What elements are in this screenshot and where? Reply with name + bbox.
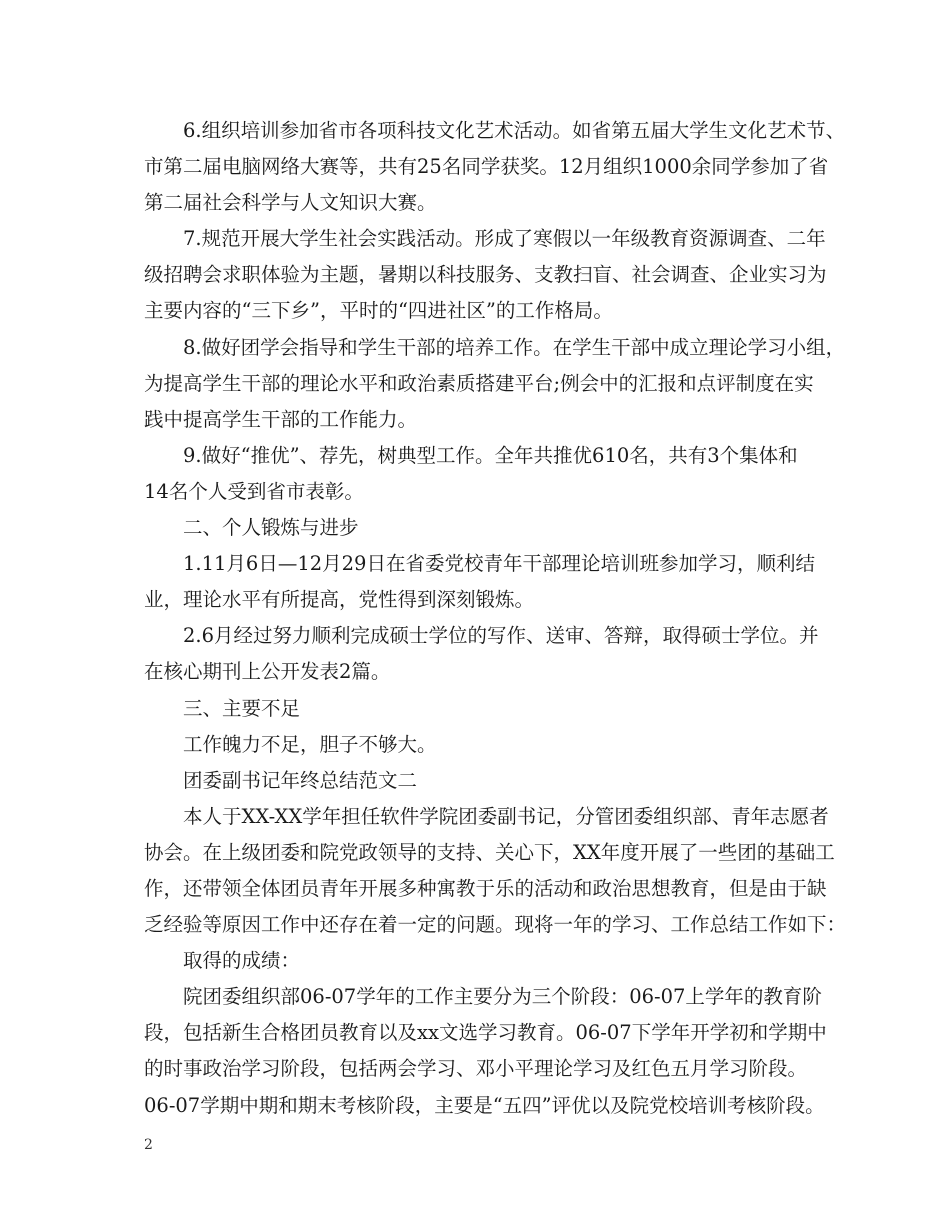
text-line: 14名个人受到省市表彰。 (144, 479, 364, 503)
page-number: 2 (144, 1137, 153, 1153)
paragraph-shortcomings (144, 727, 809, 763)
paragraph-item-9 (144, 438, 809, 510)
text-line: 业，理论水平有所提高，党性得到深刻锻炼。 (144, 588, 535, 612)
section-heading-personal-progress (144, 510, 809, 546)
text-line: 7.规范开展大学生社会实践活动。形成了寒假以一年级教育资源调查、二年 (183, 227, 826, 251)
text-line: 的时事政治学习阶段，包括两会学习、邓小平理论学习及红色五月学习阶段。 (144, 1057, 808, 1081)
section-heading-achievements (144, 943, 809, 979)
paragraph-item-8 (144, 330, 846, 438)
text-line: 1.11月6日—12月29日在省委党校青年干部理论培训班参加学习，顺利结 (183, 552, 815, 576)
text-line: 工作魄力不足，胆子不够大。 (183, 732, 437, 756)
text-line: 6.组织培训参加省市各项科技文化艺术活动。如省第五届大学生文化艺术节、 (183, 119, 846, 142)
text-line: 团委副书记年终总结范文二 (183, 768, 418, 792)
text-line: 二、个人锻炼与进步 (183, 516, 359, 540)
text-line: 为提高学生干部的理论水平和政治素质搭建平台;例会中的汇报和点评制度在实 (144, 371, 814, 395)
paragraph-item-7 (144, 221, 827, 329)
paragraph-progress-2 (144, 618, 819, 690)
text-line: 06-07学期中期和期末考核阶段，主要是“五四”评优以及院党校培训考核阶段。 (144, 1093, 825, 1117)
text-line: 2.6月经过努力顺利完成硕士学位的写作、送审、答辩，取得硕士学位。并 (183, 624, 819, 648)
text-line: 9.做好“推优”、荐先，树典型工作。全年共推优610名，共有3个集体和 (183, 443, 798, 467)
text-line: 作，还带领全体团员青年开展多种寓教于乐的活动和政治思想教育，但是由于缺 (144, 876, 827, 900)
paragraph-progress-1 (144, 546, 815, 618)
text-line: 三、主要不足 (183, 696, 301, 720)
text-line: 段，包括新生合格团员教育以及xx文选学习教育。06-07下学年开学初和学期中 (144, 1021, 827, 1045)
text-line: 取得的成绩： (183, 949, 301, 973)
text-line: 主要内容的“三下乡”，平时的“四进社区”的工作格局。 (144, 299, 613, 323)
text-line: 乏经验等原因工作中还存在着一定的问题。现将一年的学习、工作总结工作如下： (144, 913, 847, 937)
document-body (144, 113, 847, 1124)
text-line: 级招聘会求职体验为主题，暑期以科技服务、支教扫盲、社会调查、企业实习为 (144, 263, 827, 287)
text-line: 践中提高学生干部的工作能力。 (144, 407, 418, 431)
paragraph-organization-stages (144, 979, 827, 1123)
text-line: 8.做好团学会指导和学生干部的培养工作。在学生干部中成立理论学习小组， (183, 335, 846, 359)
text-line: 市第二届电脑网络大赛等，共有25名同学获奖。12月组织1000余同学参加了省 (144, 155, 829, 179)
text-line: 本人于XX-XX学年担任软件学院团委副书记，分管团委组织部、青年志愿者 (183, 804, 829, 828)
section-title-sample-two (144, 763, 809, 799)
text-line: 协会。在上级团委和院党政领导的支持、关心下，XX年度开展了一些团的基础工 (144, 840, 835, 864)
section-heading-shortcomings (144, 691, 809, 727)
text-line: 第二届社会科学与人文知识大赛。 (144, 191, 437, 215)
text-line: 院团委组织部06-07学年的工作主要分为三个阶段：06-07上学年的教育阶 (183, 985, 822, 1009)
paragraph-intro (144, 799, 847, 943)
paragraph-item-6 (144, 113, 846, 221)
text-line: 在核心期刊上公开发表2篇。 (144, 660, 391, 684)
